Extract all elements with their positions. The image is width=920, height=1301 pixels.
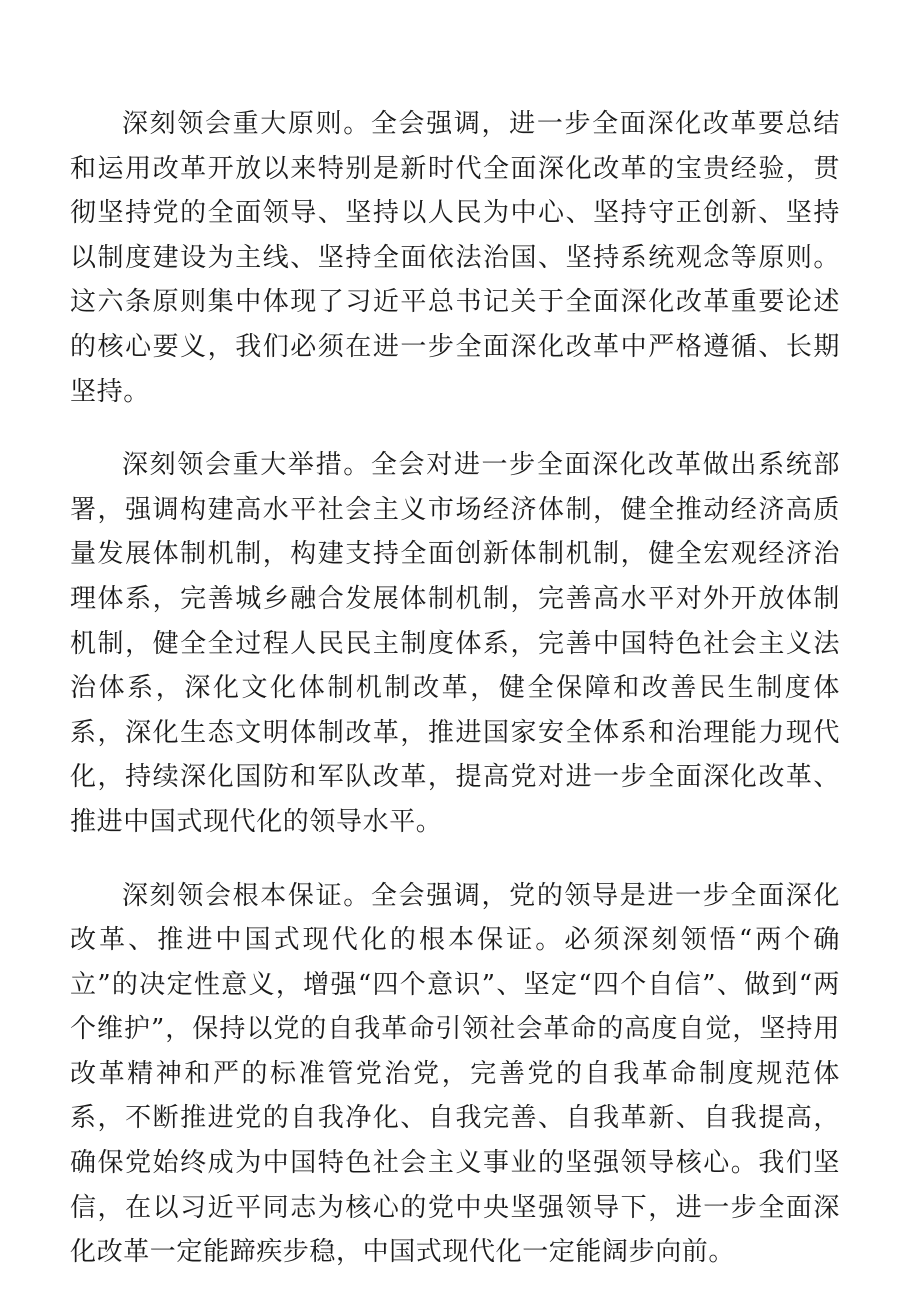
- paragraph-principles: 深刻领会重大原则。全会强调，进一步全面深化改革要总结和运用改革开放以来特别是新时代全面深化改革的宝贵经验，贯彻坚持党的全面领导、坚持以人民为中心、坚持守正创新、坚持以制度建设为主线、坚持全面依法治国、坚持系统观念等原则。这六条原则集中体现了习近平总书记关于全面深化改革重要论述的核心要义，我们必须在进一步全面深化改革中严格遵循、长期坚持。: [70, 109, 840, 407]
- paragraph-guarantee: 深刻领会根本保证。全会强调，党的领导是进一步全面深化改革、推进中国式现代化的根本保证。必须深刻领悟“两个确立”的决定性意义，增强“四个意识”、坚定“四个自信”、做到“两个维护”，保持以党的自我革命引领社会革命的高度自觉，坚持用改革精神和严的标准管党治党，完善党的自我革命制度规范体系，不断推进党的自我净化、自我完善、自我革新、自我提高，确保党始终成为中国特色社会主义事业的坚强领导核心。我们坚信，在以习近平同志为核心的党中央坚强领导下，进一步全面深化改革一定能蹄疾步稳，中国式现代化一定能阔步向前。: [70, 880, 840, 1268]
- document-body: [70, 102, 840, 1275]
- paragraph-measures: 深刻领会重大举措。全会对进一步全面深化改革做出系统部署，强调构建高水平社会主义市场经济体制，健全推动经济高质量发展体制机制，构建支持全面创新体制机制，健全宏观经济治理体系，完善城乡融合发展体制机制，完善高水平对外开放体制机制，健全全过程人民民主制度体系，完善中国特色社会主义法治体系，深化文化体制机制改革，健全保障和改善民生制度体系，深化生态文明体制改革，推进国家安全体系和治理能力现代化，持续深化国防和军队改革，提高党对进一步全面深化改革、推进中国式现代化的领导水平。: [70, 450, 840, 837]
